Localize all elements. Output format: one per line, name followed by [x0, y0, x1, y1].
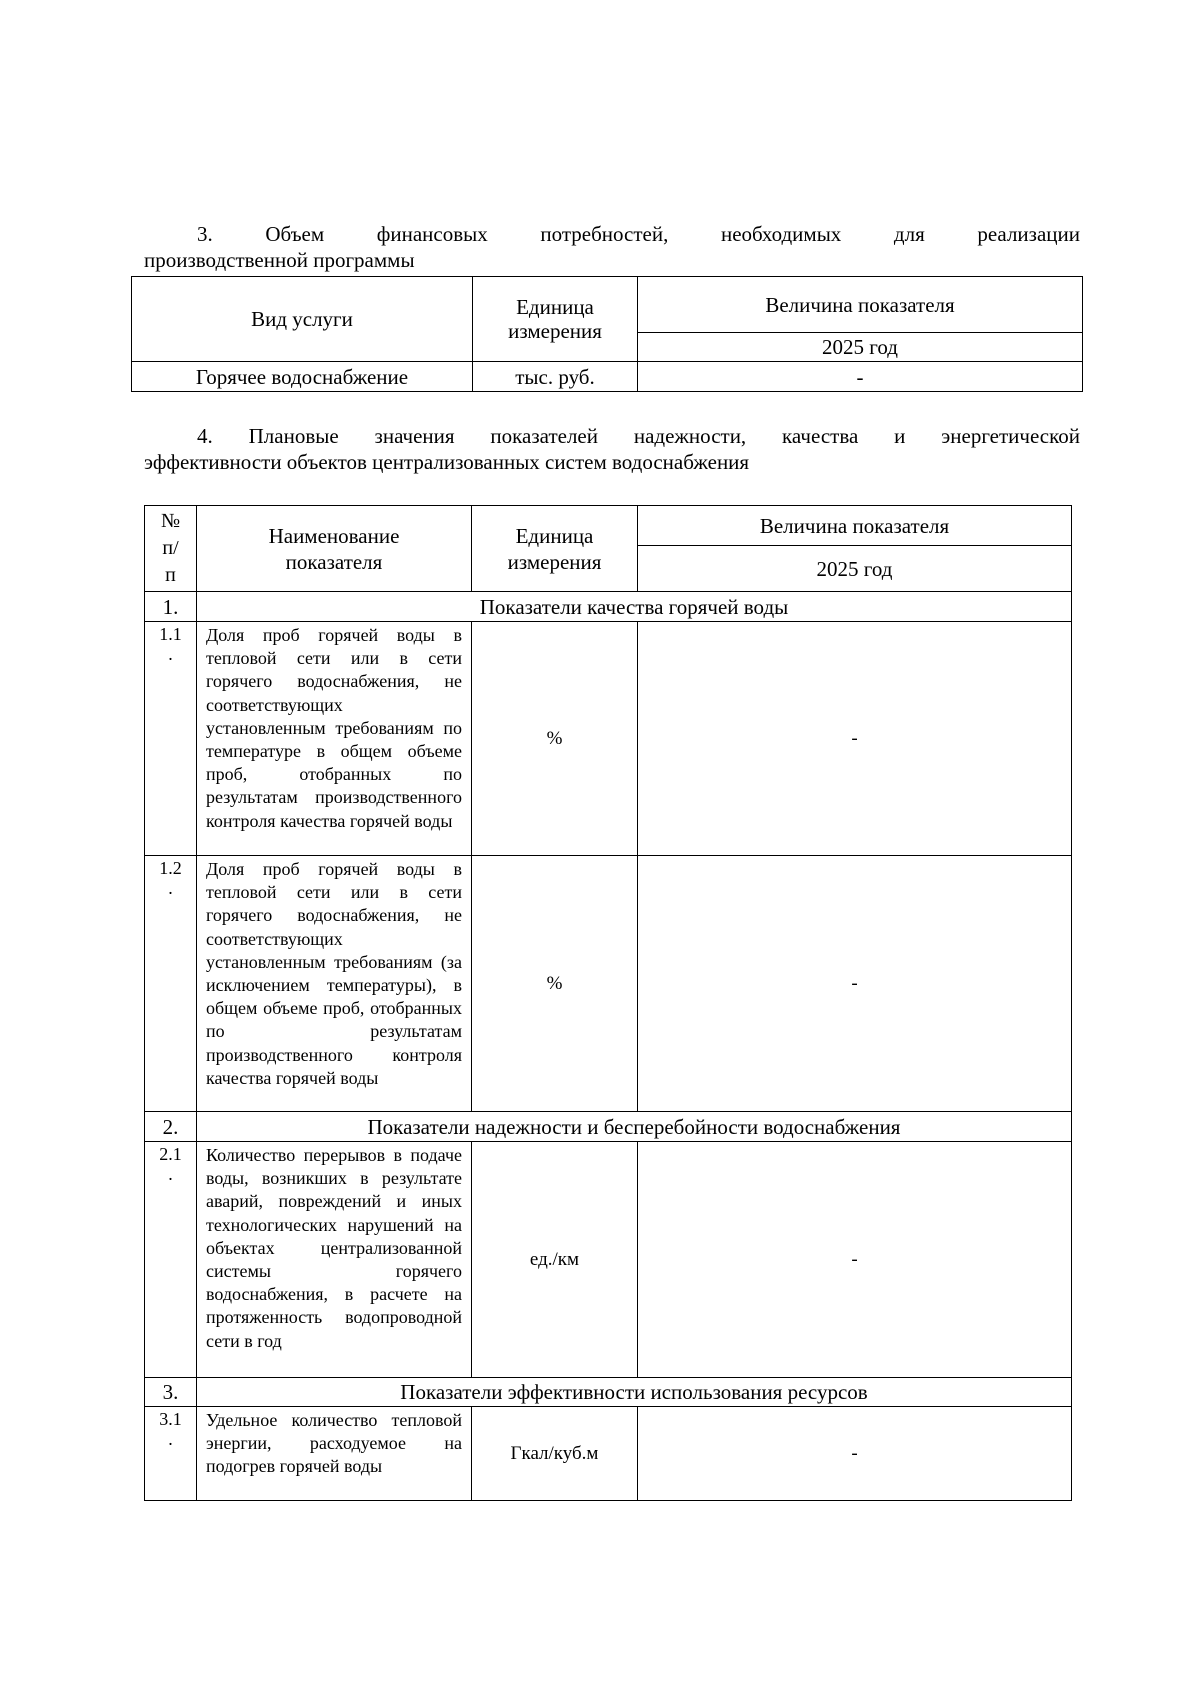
header-service: Вид услуги: [132, 277, 473, 362]
item-name: Количество перерывов в подаче воды, возникших в результате аварий, повреждений и иных технологических нарушений на объектах централизованной системы горячего водоснабжения, в расчете на протяженность водопроводной сети в год: [197, 1142, 472, 1378]
table-row: [145, 1142, 1072, 1378]
group-num: 3.: [145, 1378, 197, 1407]
item-value: -: [638, 622, 1072, 856]
item-unit: ед./км: [472, 1142, 638, 1378]
header-name: Наименование показателя: [197, 506, 472, 592]
value-cell: -: [638, 362, 1083, 392]
section-3-heading-line1: 3. Объем финансовых потребностей, необходимых для реализации: [197, 222, 1080, 246]
group-row: [145, 1112, 1072, 1142]
item-name: Доля проб горячей воды в тепловой сети или в сети горячего водоснабжения, не соответствующих установленным требованиям (за исключением температуры), в общем объеме проб, отобранных по результатам производственного контроля качества горячей воды: [197, 856, 472, 1112]
table-row: [145, 1407, 1072, 1501]
group-row: [145, 1378, 1072, 1407]
item-unit: %: [472, 622, 638, 856]
unit-cell: тыс. руб.: [473, 362, 638, 392]
item-num: 3.1 .: [145, 1407, 197, 1501]
item-value: -: [638, 1407, 1072, 1501]
item-num: 1.2 .: [145, 856, 197, 1112]
group-title: Показатели эффективности использования ресурсов: [197, 1378, 1072, 1407]
section-4-heading: [144, 423, 1080, 475]
group-num: 2.: [145, 1112, 197, 1142]
section-3-heading-line2: производственной программы: [144, 248, 415, 272]
item-num: 2.1 .: [145, 1142, 197, 1378]
header-value: Величина показателя: [638, 277, 1083, 333]
header-unit: Единица измерения: [472, 506, 638, 592]
table-row: [145, 622, 1072, 856]
group-row: [145, 592, 1072, 622]
item-name: Удельное количество тепловой энергии, расходуемое на подогрев горячей воды: [197, 1407, 472, 1501]
table-row: [145, 856, 1072, 1112]
item-unit: %: [472, 856, 638, 1112]
item-value: -: [638, 856, 1072, 1112]
table-row: [132, 362, 1083, 392]
header-num: № п/ п: [145, 506, 197, 592]
section-4-heading-line2: эффективности объектов централизованных систем водоснабжения: [144, 450, 750, 474]
financial-needs-table: [131, 276, 1083, 392]
section-3-heading: [144, 221, 1080, 273]
group-title: Показатели качества горячей воды: [197, 592, 1072, 622]
service-cell: Горячее водоснабжение: [132, 362, 473, 392]
item-num: 1.1 .: [145, 622, 197, 856]
item-name: Доля проб горячей воды в тепловой сети или в сети горячего водоснабжения, не соответствующих установленным требованиям по температуре в общем объеме проб, отобранных по результатам производственного контроля качества горячей воды: [197, 622, 472, 856]
group-title: Показатели надежности и бесперебойности водоснабжения: [197, 1112, 1072, 1142]
section-4-heading-line1: 4. Плановые значения показателей надежности, качества и энергетической: [197, 424, 1080, 448]
item-value: -: [638, 1142, 1072, 1378]
header-year: 2025 год: [638, 546, 1072, 592]
header-year: 2025 год: [638, 333, 1083, 362]
group-num: 1.: [145, 592, 197, 622]
header-unit: Единица измерения: [473, 277, 638, 362]
item-unit: Гкал/куб.м: [472, 1407, 638, 1501]
header-value: Величина показателя: [638, 506, 1072, 546]
indicators-table: [144, 505, 1072, 1501]
